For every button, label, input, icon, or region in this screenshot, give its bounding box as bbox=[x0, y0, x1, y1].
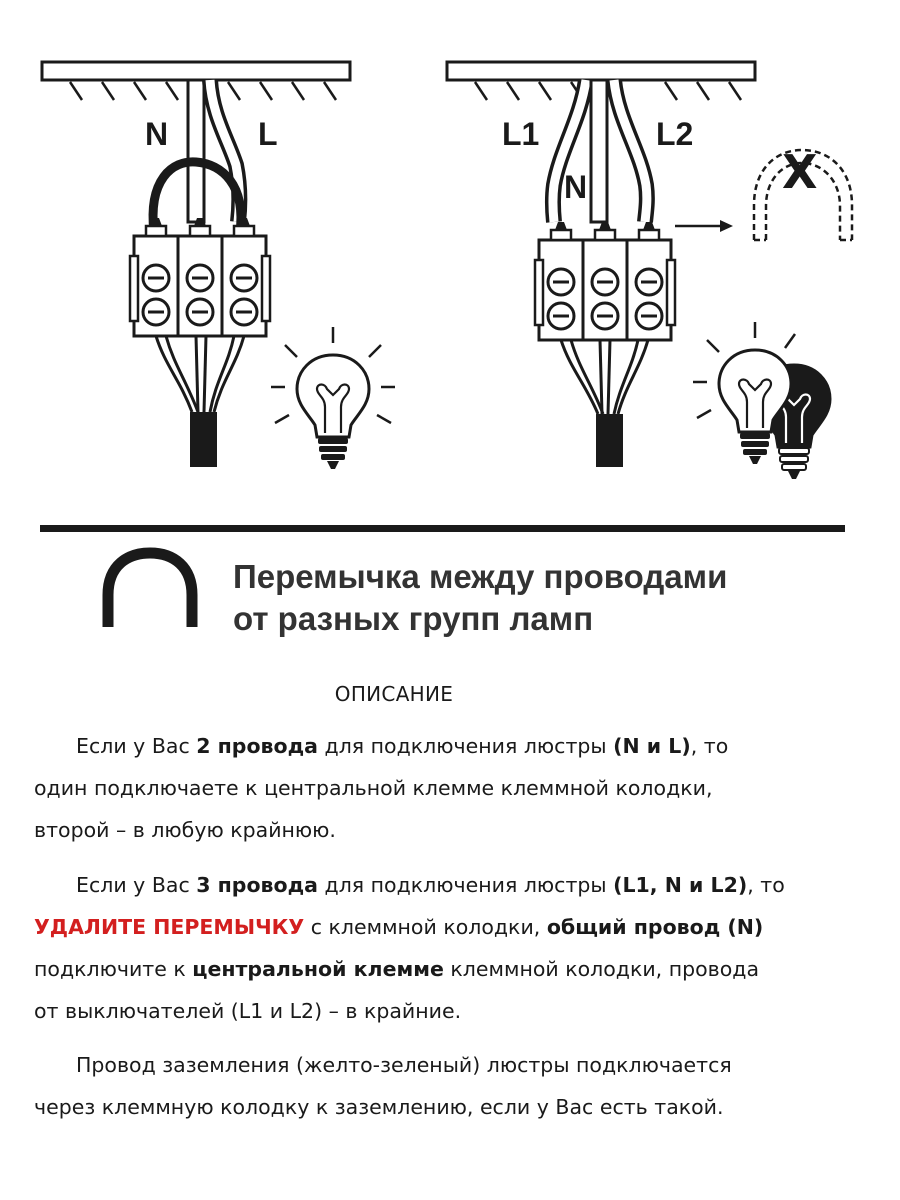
wire-l2-right bbox=[614, 80, 647, 222]
p2-line-4: от выключателей (L1 и L2) – в крайние. bbox=[34, 999, 462, 1023]
chandelier-wires-left bbox=[156, 336, 244, 412]
legend-line-2: от разных групп ламп bbox=[233, 600, 594, 637]
jumper-legend-text bbox=[233, 556, 833, 640]
p3-line-2: через клеммную колодку к заземлению, если у Вас есть такой. bbox=[34, 1095, 724, 1119]
text: для подключения люстры bbox=[318, 873, 614, 897]
label-l1-right: L1 bbox=[502, 116, 540, 152]
text: Если у Вас bbox=[76, 873, 197, 897]
bold-text: общий провод (N) bbox=[546, 915, 764, 939]
bold-text: 3 провода bbox=[196, 873, 319, 897]
text: клеммной колодки, провода bbox=[443, 957, 760, 981]
label-n-right: N bbox=[564, 169, 588, 205]
ceiling-plate-left bbox=[42, 62, 350, 80]
p2-line-3 bbox=[34, 948, 864, 990]
text: , то bbox=[690, 734, 729, 758]
text: Если у Вас bbox=[76, 734, 197, 758]
p1-line-2: один подключаете к центральной клемме клеммной колодки, bbox=[34, 776, 713, 800]
text: с клеммной колодки, bbox=[304, 915, 547, 939]
left-wiring-panel bbox=[42, 62, 395, 469]
wiring-diagram bbox=[0, 0, 900, 520]
bold-text: 2 провода bbox=[196, 734, 319, 758]
label-l-left: L bbox=[258, 116, 278, 152]
paragraph-three-wires bbox=[34, 864, 864, 1032]
text: , то bbox=[747, 873, 785, 897]
text: подключите к bbox=[34, 957, 193, 981]
p1-line-3: второй – в любую крайнюю. bbox=[34, 818, 336, 842]
right-wiring-panel bbox=[447, 62, 852, 479]
p2-line-2 bbox=[34, 906, 864, 948]
description-title: ОПИСАНИЕ bbox=[334, 682, 454, 706]
divider bbox=[40, 525, 845, 532]
warning-text: УДАЛИТЕ ПЕРЕМЫЧКУ bbox=[34, 915, 305, 939]
p3-line-1: Провод заземления (желто-зеленый) люстры подключается bbox=[76, 1053, 732, 1077]
bold-text: (L1, N и L2) bbox=[613, 873, 748, 897]
p2-line-1 bbox=[34, 864, 864, 906]
chandelier-wires-right bbox=[561, 340, 648, 414]
p1-line-1 bbox=[34, 725, 864, 767]
ceiling-plate-right bbox=[447, 62, 755, 80]
bulb-icon bbox=[271, 327, 395, 469]
bold-text: центральной клемме bbox=[192, 957, 444, 981]
wire-n-left bbox=[188, 80, 204, 222]
label-n-left: N bbox=[145, 116, 169, 152]
paragraph-grounding bbox=[34, 1044, 864, 1128]
legend-line-1: Перемычка между проводами bbox=[233, 558, 728, 595]
terminal-block-right bbox=[535, 222, 675, 340]
wire-n-right bbox=[591, 80, 607, 222]
chandelier-cable-left bbox=[190, 412, 217, 467]
label-l2-right: L2 bbox=[656, 116, 694, 152]
arrow-icon bbox=[675, 220, 733, 232]
x-mark: X bbox=[782, 145, 818, 199]
text: для подключения люстры bbox=[318, 734, 614, 758]
bold-text: (N и L) bbox=[613, 734, 691, 758]
paragraph-two-wires bbox=[34, 725, 864, 851]
chandelier-cable-right bbox=[596, 414, 623, 467]
terminal-block-left bbox=[130, 218, 270, 336]
jumper-legend-icon bbox=[98, 545, 208, 635]
